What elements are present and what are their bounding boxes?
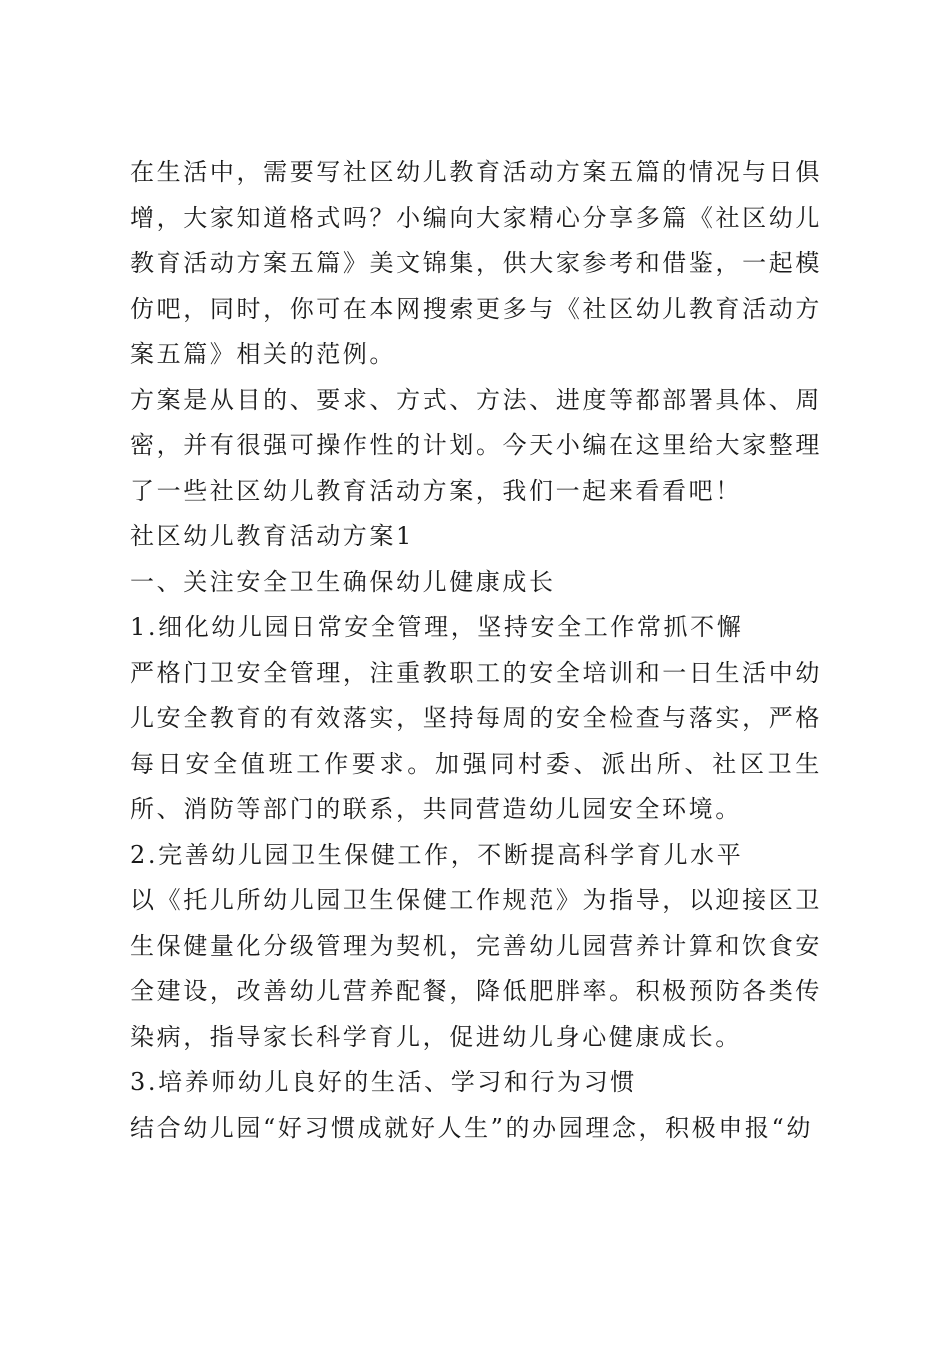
intro-paragraph: 在生活中，需要写社区幼儿教育活动方案五篇的情况与日俱增，大家知道格式吗？小编向大家精心分享多篇《社区幼儿教育活动方案五篇》美文锦集，供大家参考和借鉴，一起模仿吧，同时，你可在本网搜索更多与《社区幼儿教育活动方案五篇》相关的范例。 — [130, 158, 822, 368]
plan-title: 社区幼儿教育活动方案1 — [130, 522, 414, 550]
subheading-1-2: 2.完善幼儿园卫生保健工作，不断提高科学育儿水平 — [130, 840, 744, 869]
body-paragraph-1-1: 严格门卫安全管理，注重教职工的安全培训和一日生活中幼儿安全教育的有效落实，坚持每周的安全检查与落实，严格每日安全值班工作要求。加强同村委、派出所、社区卫生所、消防等部门的联系，共同营造幼儿园安全环境。 — [130, 658, 822, 823]
plan-definition-paragraph: 方案是从目的、要求、方式、方法、进度等都部署具体、周密，并有很强可操作性的计划。今天小编在这里给大家整理了一些社区幼儿教育活动方案，我们一起来看看吧！ — [130, 385, 822, 505]
subheading-1-3: 3.培养师幼儿良好的生活、学习和行为习惯 — [130, 1068, 637, 1096]
subheading-1-1: 1.细化幼儿园日常安全管理，坚持安全工作常抓不懈 — [130, 613, 744, 641]
body-paragraph-1-2: 以《托儿所幼儿园卫生保健工作规范》为指导，以迎接区卫生保健量化分级管理为契机，完善幼儿园营养计算和饮食安全建设，改善幼儿营养配餐，降低肥胖率。积极预防各类传染病，指导家长科学育儿，促进幼儿身心健康成长。 — [130, 886, 822, 1051]
section-heading-1: 一、关注安全卫生确保幼儿健康成长 — [130, 567, 556, 596]
body-paragraph-1-3: 结合幼儿园“好习惯成就好人生”的办园理念，积极申报“幼 — [130, 1113, 814, 1142]
document-body — [130, 150, 822, 1151]
